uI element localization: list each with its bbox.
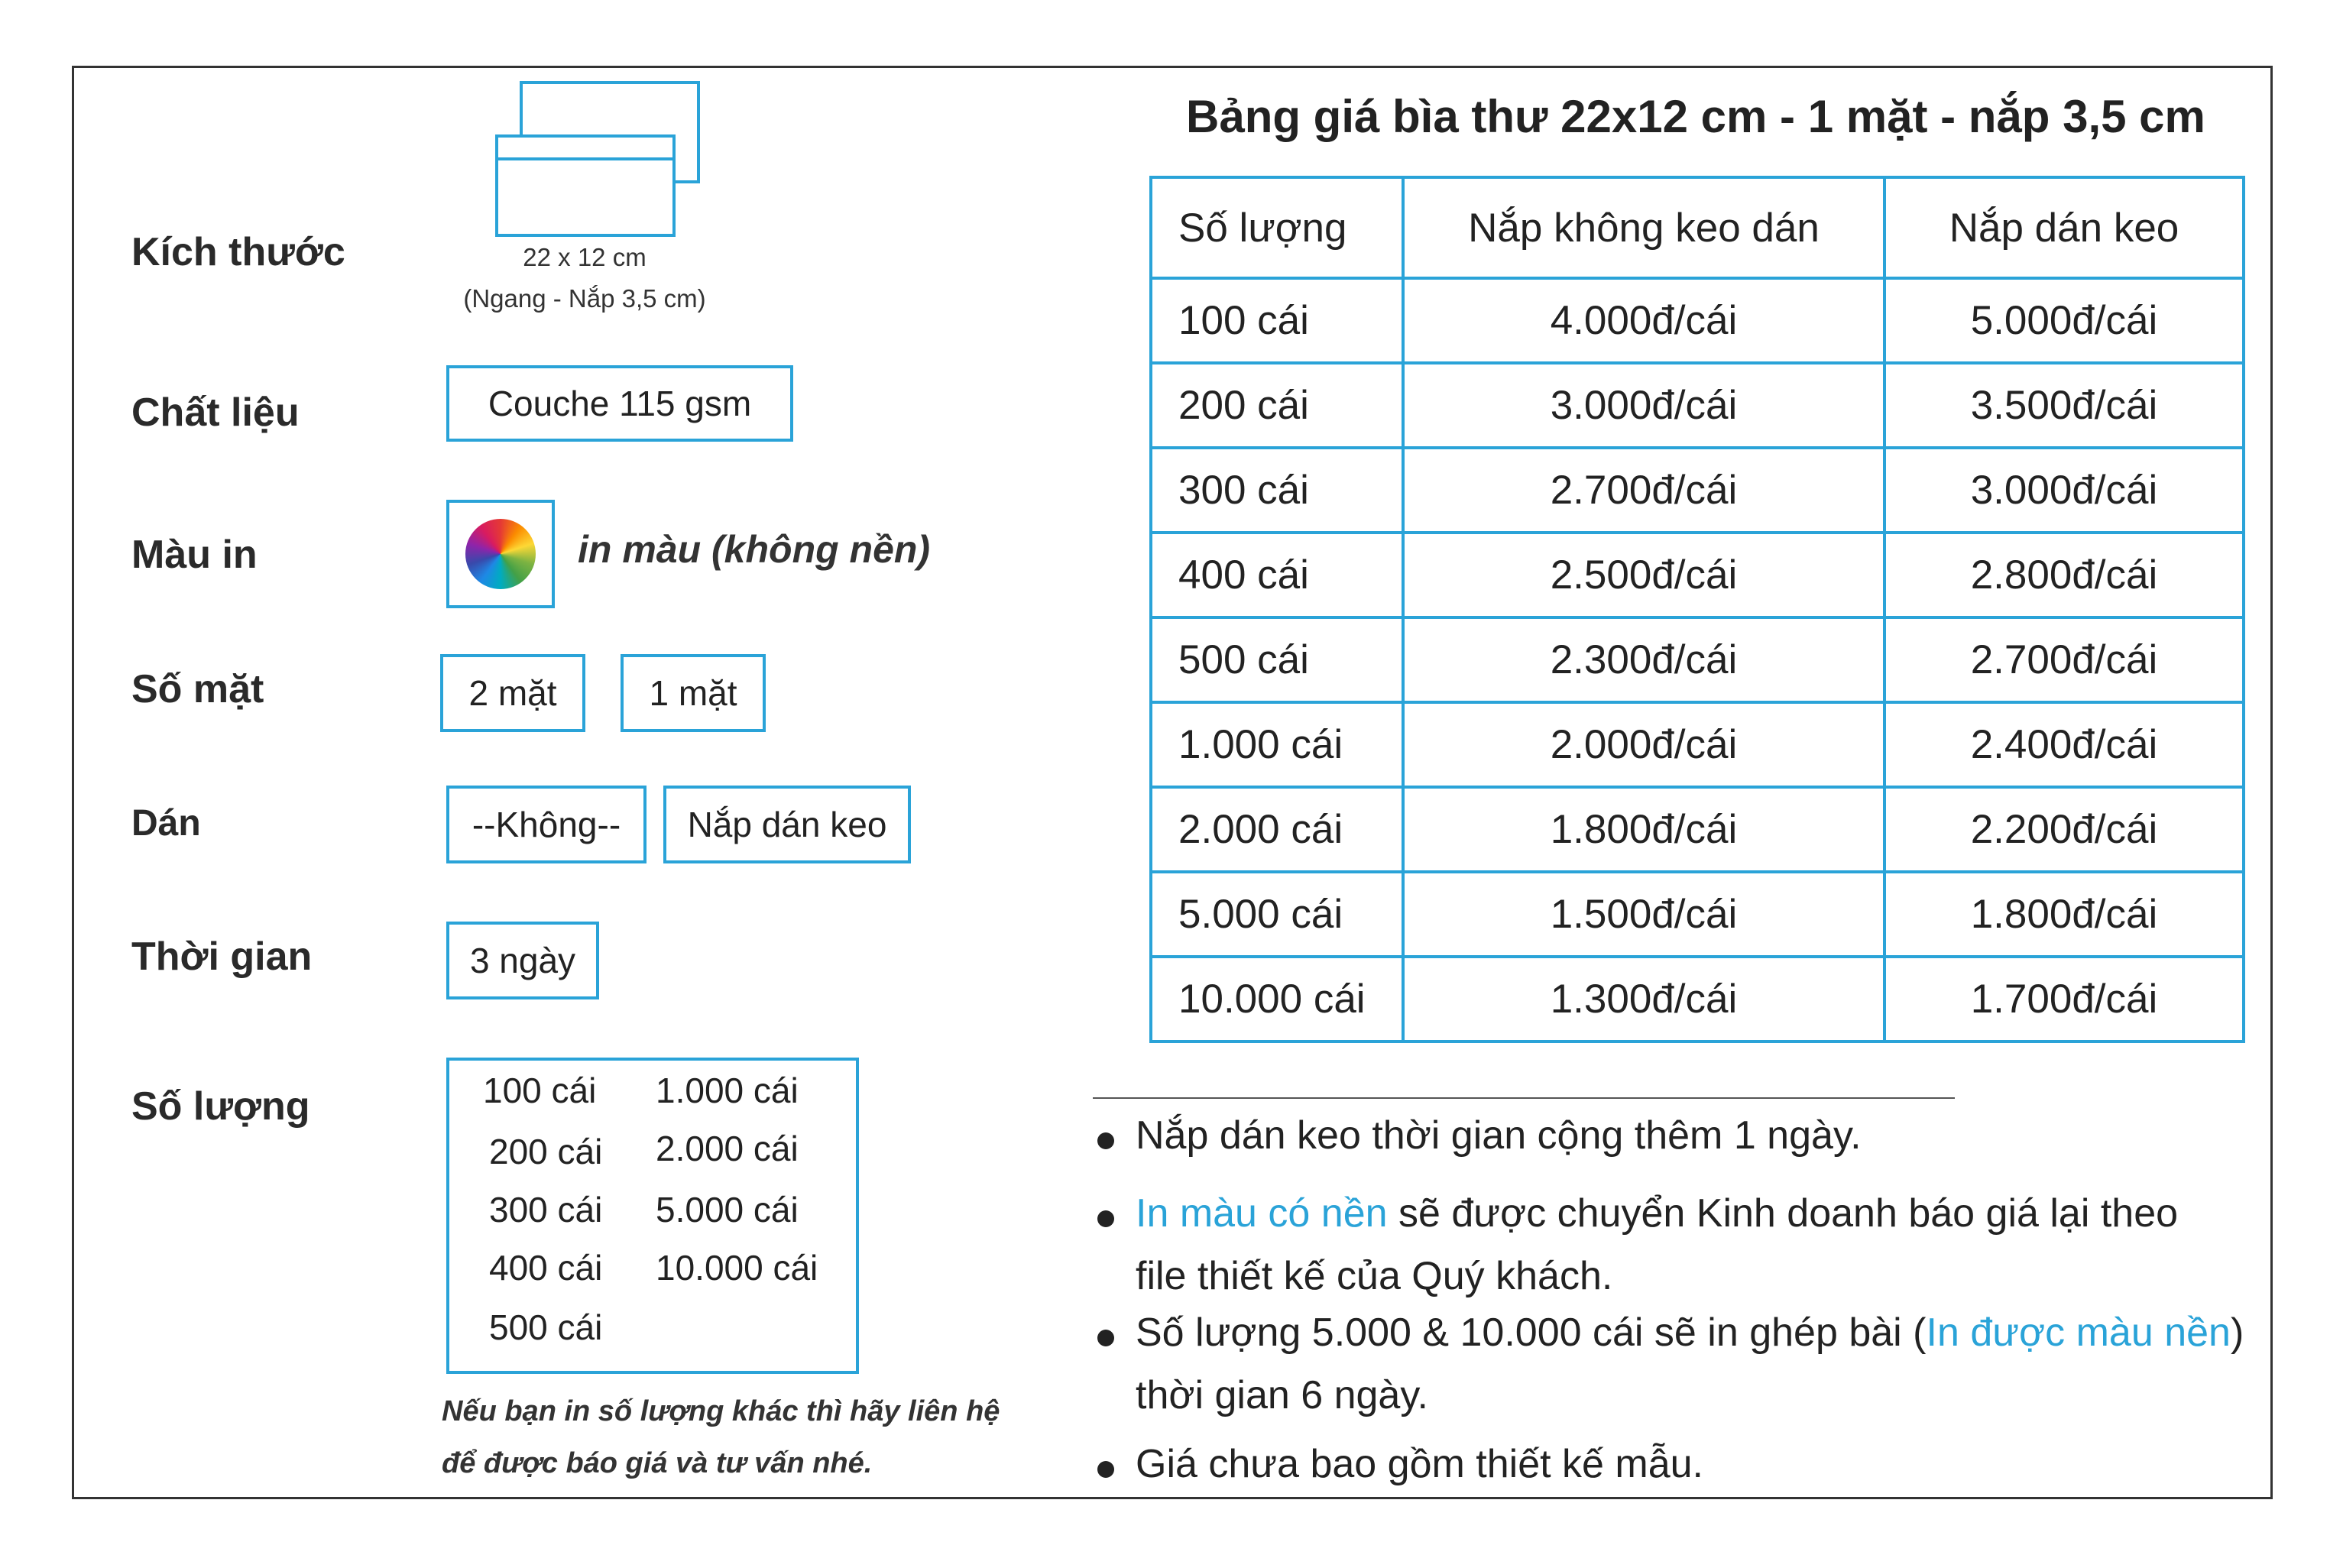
qty-option[interactable]: 10.000 cái: [656, 1248, 818, 1288]
table-row: [1151, 957, 2244, 1042]
cell-price-no-glue: 2.500đ/cái: [1403, 533, 1884, 617]
cell-price-no-glue: 1.800đ/cái: [1403, 787, 1884, 872]
size-caption: 22 x 12 cm: [523, 243, 647, 271]
note-text: Số lượng 5.000 & 10.000 cái sẽ in ghép bài (: [1136, 1310, 1927, 1355]
note-glue-time: Nắp dán keo thời gian cộng thêm 1 ngày.: [1136, 1113, 1862, 1158]
table-row: [1151, 278, 2244, 363]
note-text: ): [2230, 1310, 2244, 1355]
time-option[interactable]: 3 ngày: [446, 922, 599, 999]
table-row: [1151, 872, 2244, 957]
glue-option-none[interactable]: --Không--: [446, 786, 647, 863]
qty-option[interactable]: 5.000 cái: [656, 1190, 799, 1229]
quantity-note-line1: Nếu bạn in số lượng khác thì hãy liên hệ: [442, 1395, 1000, 1427]
header-glue: Nắp dán keo: [1884, 177, 2244, 278]
cell-quantity: 5.000 cái: [1151, 872, 1403, 957]
qty-option[interactable]: 1.000 cái: [656, 1071, 799, 1110]
glue-label: Dán: [131, 803, 201, 844]
price-table: [1149, 176, 2245, 1043]
header-quantity: Số lượng: [1151, 177, 1403, 278]
qty-option[interactable]: 500 cái: [489, 1307, 603, 1347]
cell-price-glue: 1.800đ/cái: [1884, 872, 2244, 957]
size-caption-detail: (Ngang - Nắp 3,5 cm): [463, 284, 706, 313]
cell-price-no-glue: 1.500đ/cái: [1403, 872, 1884, 957]
cell-quantity: 100 cái: [1151, 278, 1403, 363]
cell-price-no-glue: 2.000đ/cái: [1403, 702, 1884, 787]
table-row: [1151, 533, 2244, 617]
cell-quantity: 2.000 cái: [1151, 787, 1403, 872]
material-label: Chất liệu: [131, 390, 300, 435]
cell-price-no-glue: 4.000đ/cái: [1403, 278, 1884, 363]
envelope-icon: [494, 79, 715, 240]
quantity-options-box: [446, 1058, 859, 1374]
cell-price-no-glue: 2.700đ/cái: [1403, 448, 1884, 533]
note-text: sẽ được chuyển Kinh doanh báo giá lại theo: [1387, 1191, 2179, 1236]
table-row: [1151, 787, 2244, 872]
header-no-glue: Nắp không keo dán: [1403, 177, 1884, 278]
qty-option[interactable]: 300 cái: [489, 1190, 603, 1229]
table-row: [1151, 448, 2244, 533]
cell-quantity: 400 cái: [1151, 533, 1403, 617]
size-label: Kích thước: [131, 230, 345, 274]
cell-price-glue: 3.500đ/cái: [1884, 363, 2244, 448]
qty-option[interactable]: 2.000 cái: [656, 1129, 799, 1168]
glue-option-glued[interactable]: Nắp dán keo: [663, 786, 911, 863]
color-wheel-icon: [465, 519, 536, 589]
bullet-icon: [1097, 1461, 1114, 1478]
cell-price-glue: 2.400đ/cái: [1884, 702, 2244, 787]
table-row: [1151, 617, 2244, 702]
page-title: Bảng giá bìa thư 22x12 cm - 1 mặt - nắp 3,5 cm: [1186, 91, 2205, 142]
sides-option-1[interactable]: 1 mặt: [621, 654, 766, 732]
cell-quantity: 200 cái: [1151, 363, 1403, 448]
bullet-icon: [1097, 1210, 1114, 1227]
qty-option[interactable]: 200 cái: [489, 1132, 603, 1171]
sides-option-2[interactable]: 2 mặt: [440, 654, 585, 732]
cell-price-glue: 2.800đ/cái: [1884, 533, 2244, 617]
note-combined-print-line2: thời gian 6 ngày.: [1136, 1373, 1428, 1417]
cell-price-no-glue: 1.300đ/cái: [1403, 957, 1884, 1042]
table-header-row: [1151, 177, 2244, 278]
note-combined-print: [1136, 1310, 2244, 1356]
quantity-note-line2: để được báo giá và tư vấn nhé.: [442, 1447, 873, 1479]
note-background-color-line2: file thiết kế của Quý khách.: [1136, 1254, 1613, 1298]
sides-label: Số mặt: [131, 667, 264, 711]
bullet-icon: [1097, 1330, 1114, 1346]
print-color-value: in màu (không nền): [578, 528, 931, 571]
note-design-excluded: Giá chưa bao gồm thiết kế mẫu.: [1136, 1442, 1703, 1486]
cell-price-glue: 2.200đ/cái: [1884, 787, 2244, 872]
time-label: Thời gian: [131, 935, 313, 979]
print-color-label: Màu in: [131, 533, 258, 577]
cell-quantity: 1.000 cái: [1151, 702, 1403, 787]
cell-quantity: 300 cái: [1151, 448, 1403, 533]
background-color-link[interactable]: In màu có nền: [1136, 1191, 1388, 1236]
table-row: [1151, 363, 2244, 448]
qty-option[interactable]: 400 cái: [489, 1248, 603, 1288]
cell-price-glue: 2.700đ/cái: [1884, 617, 2244, 702]
cell-price-no-glue: 3.000đ/cái: [1403, 363, 1884, 448]
cell-quantity: 500 cái: [1151, 617, 1403, 702]
bullet-icon: [1097, 1132, 1114, 1149]
cell-price-glue: 1.700đ/cái: [1884, 957, 2244, 1042]
qty-option[interactable]: 100 cái: [483, 1071, 597, 1110]
background-print-link[interactable]: In được màu nền: [1926, 1310, 2231, 1355]
cell-price-glue: 3.000đ/cái: [1884, 448, 2244, 533]
material-option[interactable]: Couche 115 gsm: [446, 365, 793, 442]
cell-price-no-glue: 2.300đ/cái: [1403, 617, 1884, 702]
color-option[interactable]: [446, 500, 555, 608]
table-row: [1151, 702, 2244, 787]
cell-quantity: 10.000 cái: [1151, 957, 1403, 1042]
cell-price-glue: 5.000đ/cái: [1884, 278, 2244, 363]
divider: [1093, 1097, 1955, 1099]
note-background-color: [1136, 1191, 2178, 1236]
quantity-label: Số lượng: [131, 1084, 310, 1129]
